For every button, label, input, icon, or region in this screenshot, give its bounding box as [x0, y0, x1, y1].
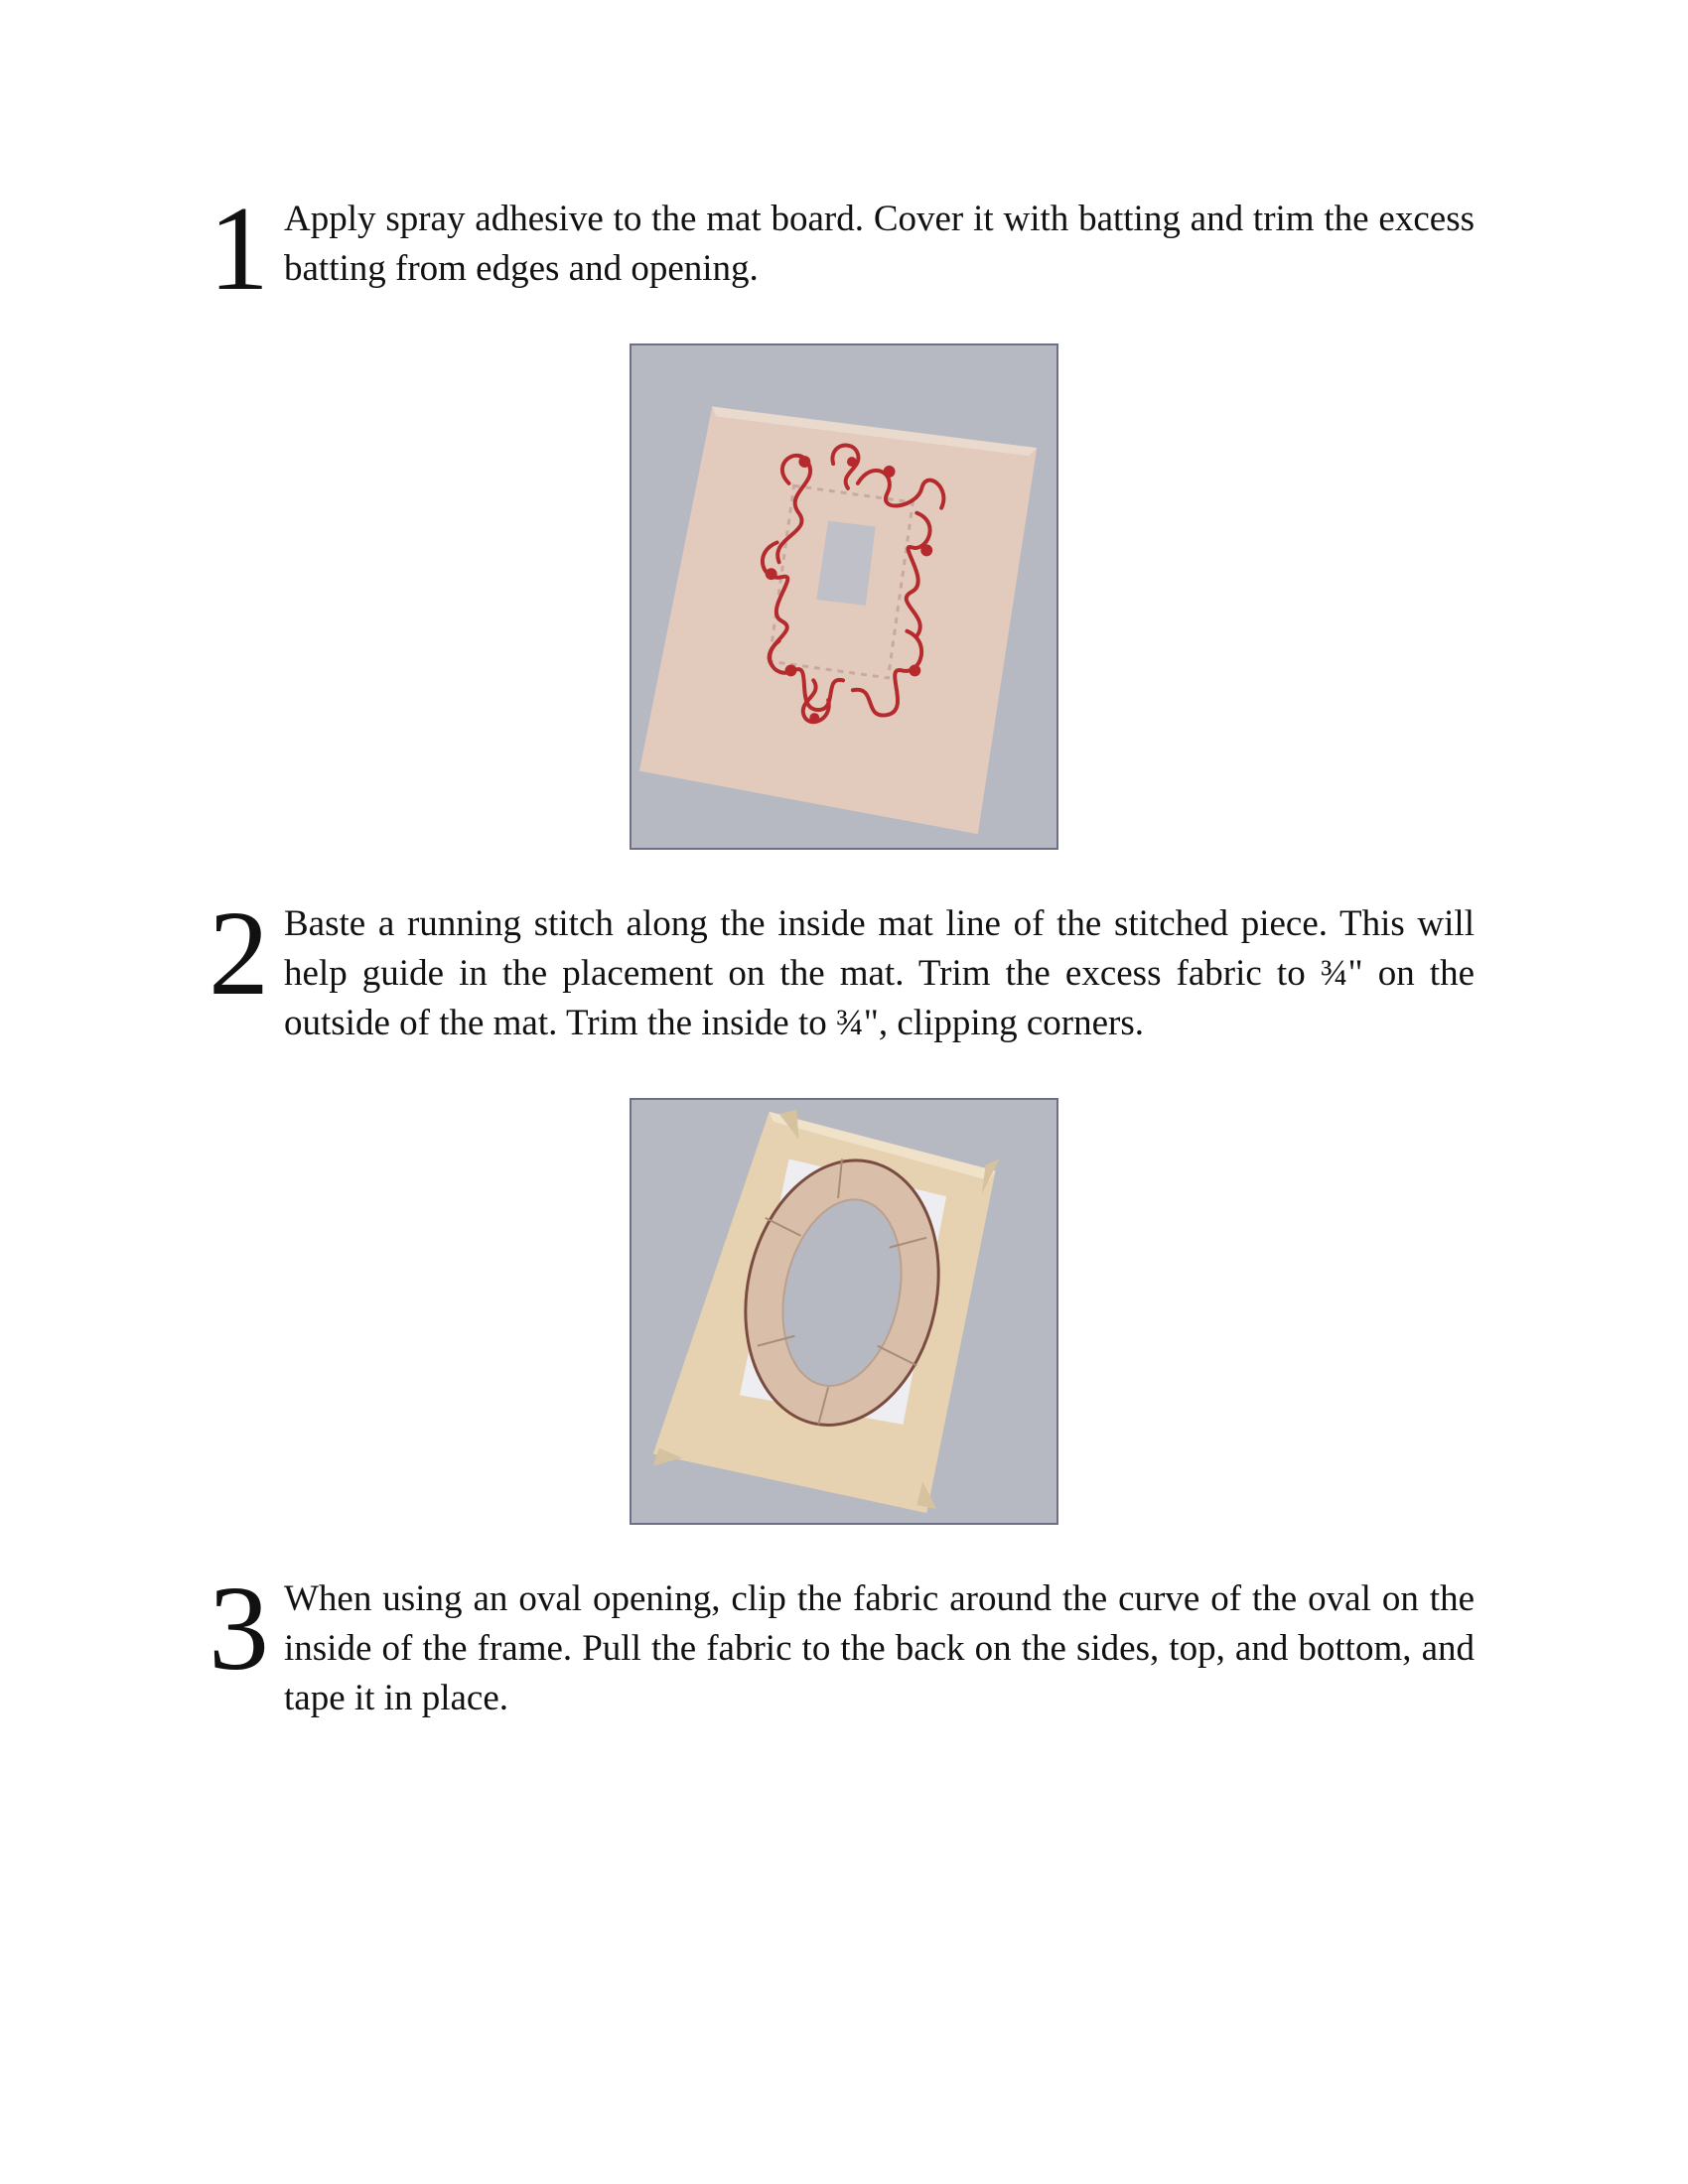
step-text: When using an oval opening, clip the fabric around the curve of the oval on the inside of the frame. Pull the fabric to the back on the sides, top, and bottom, and tape it in place.	[284, 1578, 1475, 1718]
oval-mat-image	[632, 1100, 1056, 1523]
step-number: 3	[209, 1562, 269, 1696]
step-3	[209, 1562, 1475, 1733]
step-1	[209, 182, 1475, 316]
step-number: 1	[209, 182, 269, 316]
step-text: Baste a running stitch along the inside mat line of the stitched piece. This will help guide in the placement on the mat. Trim the excess fabric to ¾" on the outside of the mat. Trim the inside to ¾", clipping corners.	[284, 903, 1475, 1043]
step-number: 2	[209, 887, 269, 1021]
photo-embroidered-fabric	[630, 343, 1058, 850]
step-text: Apply spray adhesive to the mat board. Cover it with batting and trim the excess batting from edges and opening.	[284, 199, 1475, 289]
embroidered-fabric-image	[632, 345, 1056, 848]
photo-oval-mat	[630, 1098, 1058, 1525]
step-2	[209, 887, 1475, 1058]
